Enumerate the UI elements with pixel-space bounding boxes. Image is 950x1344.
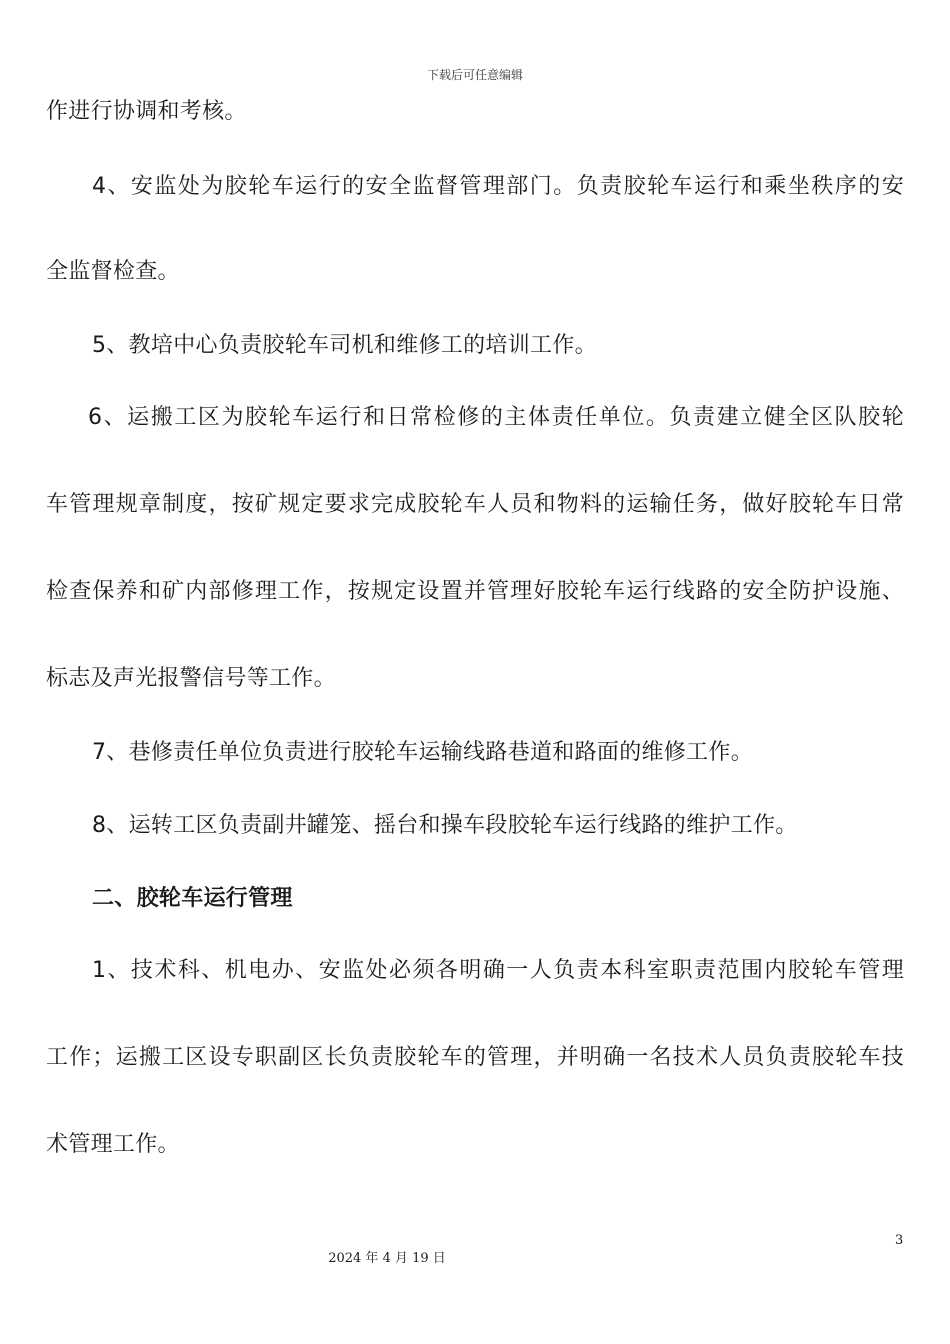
page-header: 下载后可任意编辑 bbox=[426, 68, 523, 82]
footer-date: 2024 年 4 月 19 日 bbox=[328, 1251, 446, 1266]
body-line: 1、技术科、机电办、安监处必须各明确一人负责本科室职责范围内胶轮车管理 bbox=[92, 958, 904, 983]
body-line: 全监督检查。 bbox=[46, 259, 180, 284]
body-line: 工作；运搬工区设专职副区长负责胶轮车的管理，并明确一名技术人员负责胶轮车技 bbox=[46, 1045, 904, 1070]
body-line: 5、教培中心负责胶轮车司机和维修工的培训工作。 bbox=[92, 333, 597, 358]
page-number: 3 bbox=[895, 1233, 904, 1248]
body-line: 标志及声光报警信号等工作。 bbox=[46, 666, 336, 691]
body-line: 7、巷修责任单位负责进行胶轮车运输线路巷道和路面的维修工作。 bbox=[92, 740, 753, 765]
body-line: 车管理规章制度，按矿规定要求完成胶轮车人员和物料的运输任务，做好胶轮车日常 bbox=[46, 492, 904, 517]
body-line: 作进行协调和考核。 bbox=[46, 99, 247, 124]
section-heading: 二、胶轮车运行管理 bbox=[92, 886, 293, 911]
body-line: 术管理工作。 bbox=[46, 1132, 180, 1157]
body-line: 4、安监处为胶轮车运行的安全监督管理部门。负责胶轮车运行和乘坐秩序的安 bbox=[92, 174, 904, 199]
body-line: 检查保养和矿内部修理工作，按规定设置并管理好胶轮车运行线路的安全防护设施、 bbox=[46, 579, 904, 604]
body-line: 8、运转工区负责副井罐笼、摇台和操车段胶轮车运行线路的维护工作。 bbox=[92, 813, 798, 838]
body-line: 6、运搬工区为胶轮车运行和日常检修的主体责任单位。负责建立健全区队胶轮 bbox=[88, 405, 904, 430]
